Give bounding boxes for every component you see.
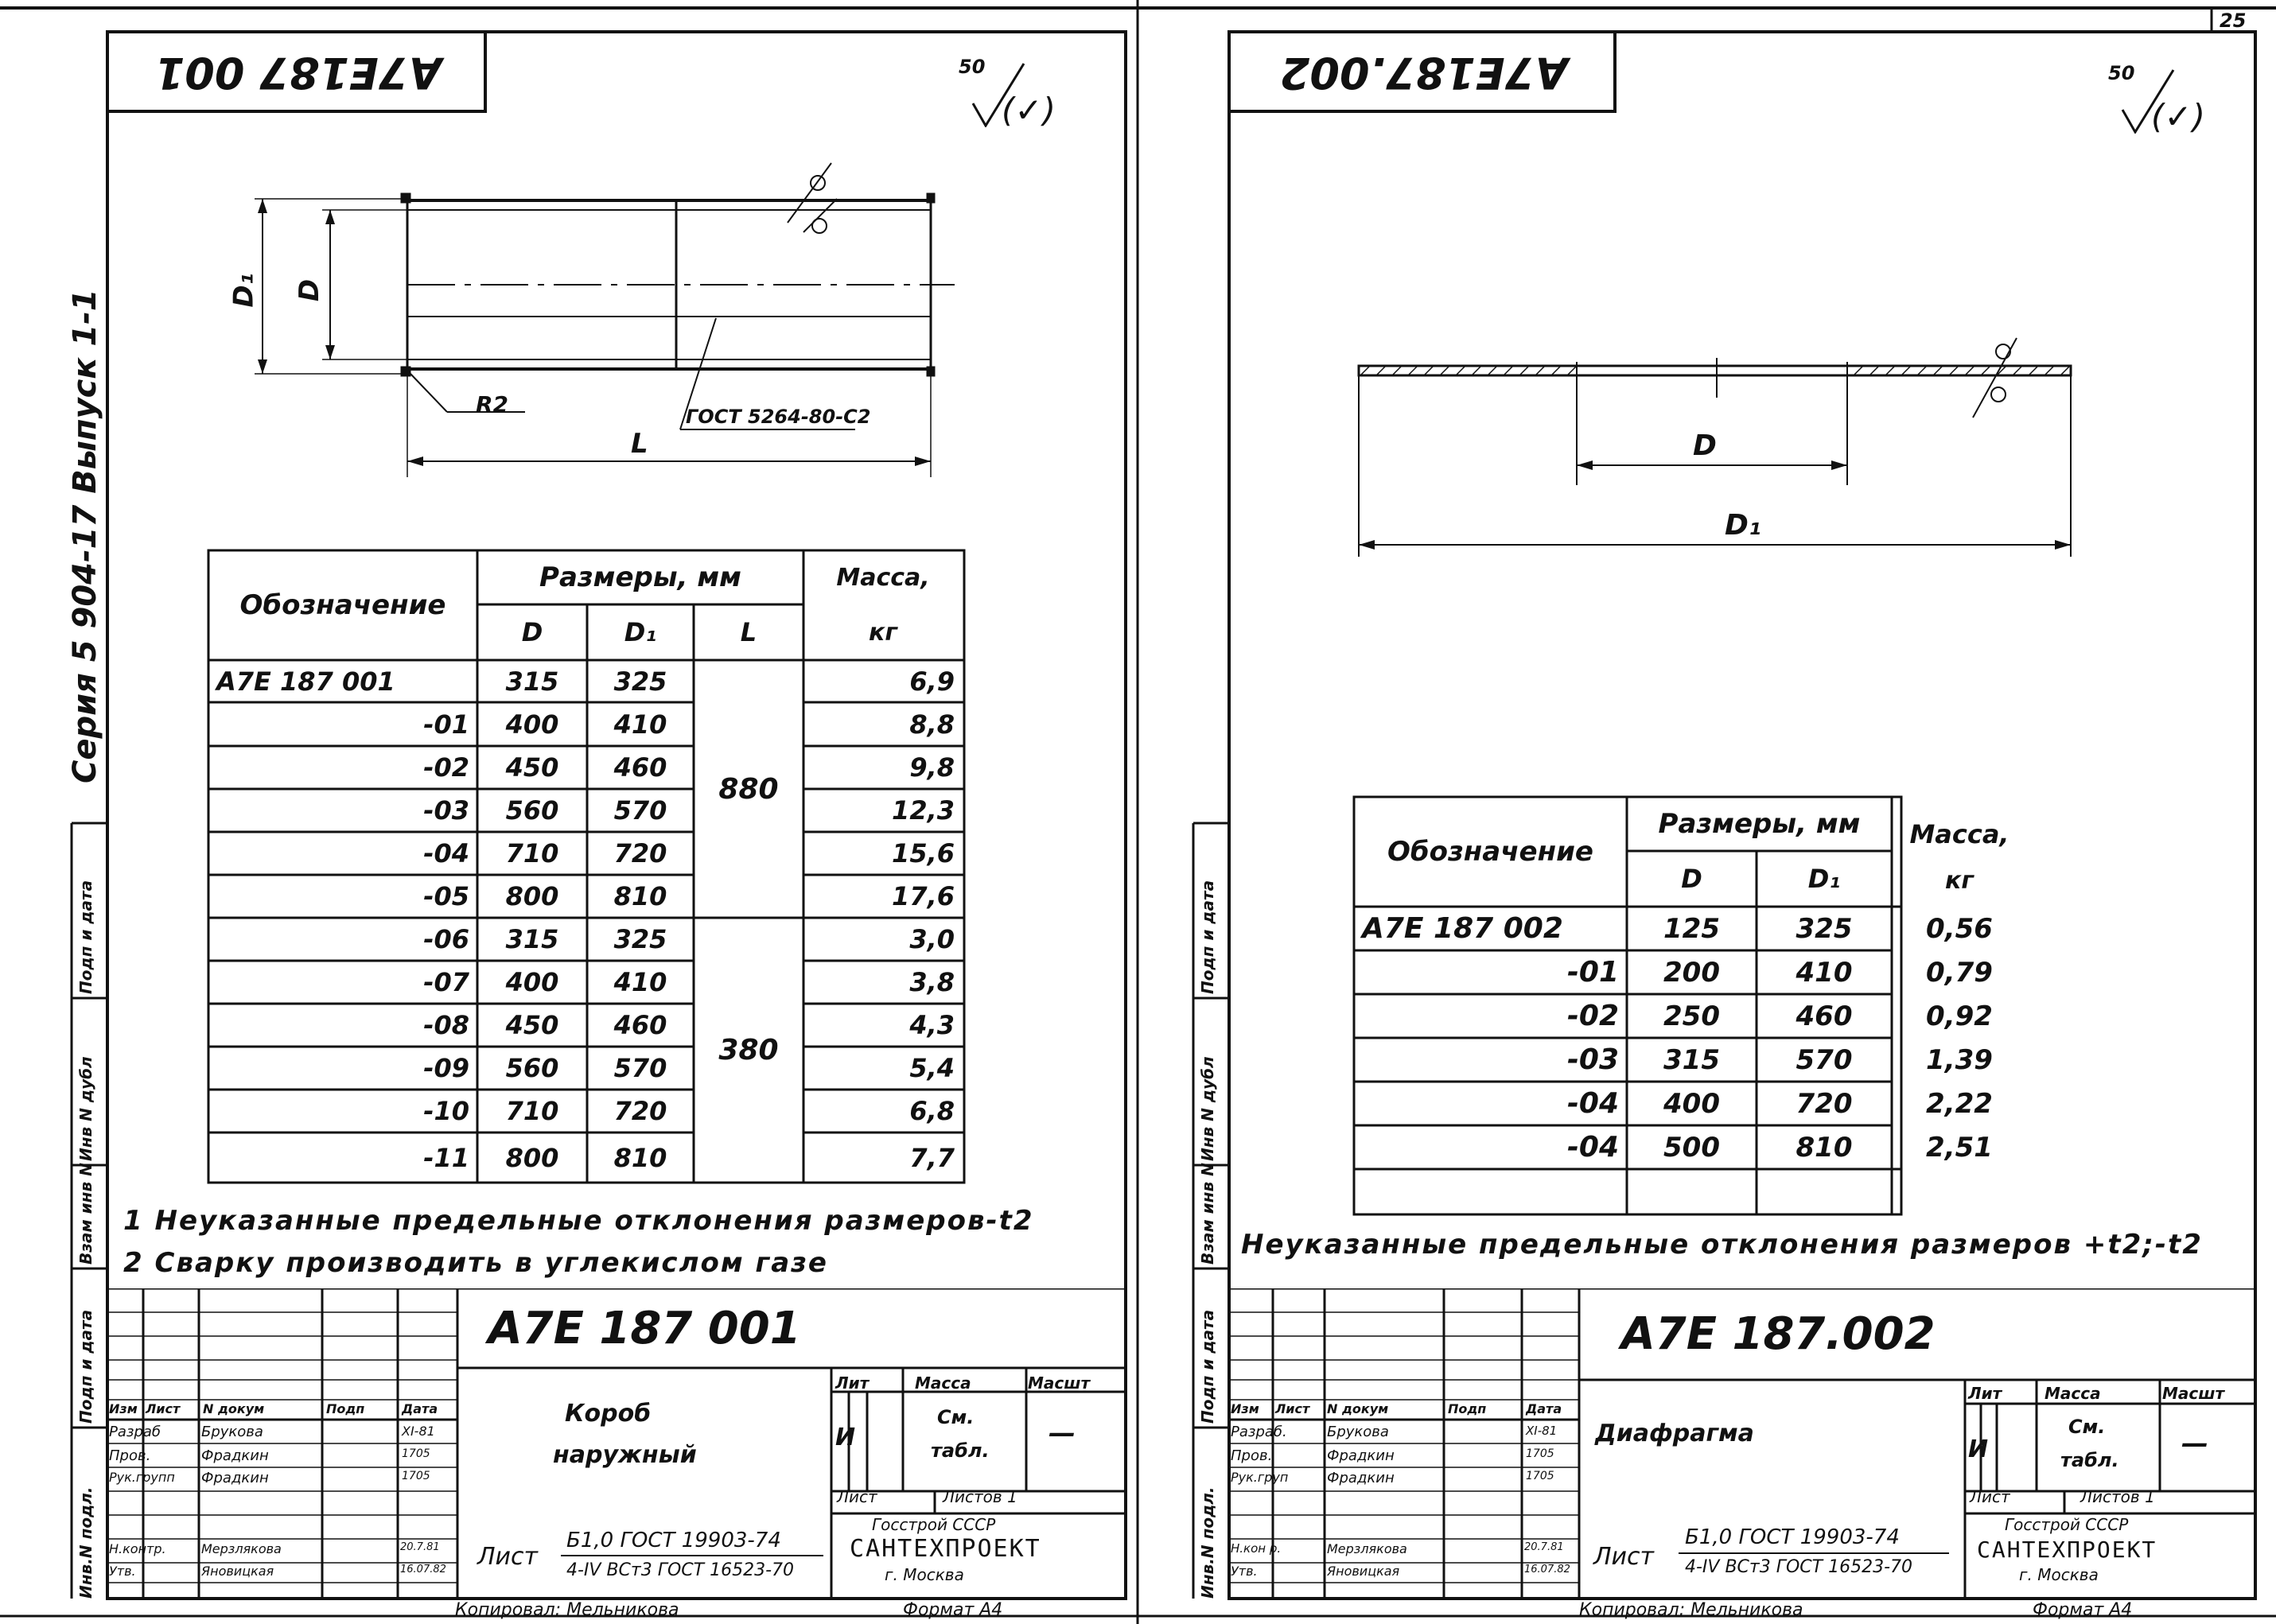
material-fraction-line xyxy=(561,1555,823,1556)
left-format: Формат А4 xyxy=(903,1600,1003,1620)
row-designation: -03 xyxy=(423,795,469,826)
row-D1: 810 xyxy=(1796,1131,1853,1164)
left-note-1: 1 Неуказанные предельные отклонения размеров-t2 xyxy=(123,1205,1034,1237)
role-date: 1705 xyxy=(402,1447,430,1460)
row-D: 500 xyxy=(1663,1131,1720,1164)
row-D: 400 xyxy=(505,967,559,997)
role-date: 16.07.82 xyxy=(1524,1564,1570,1575)
row-D: 710 xyxy=(505,838,559,868)
role-name: Мерзлякова xyxy=(201,1541,282,1556)
mass-label: Масса xyxy=(2045,1384,2101,1403)
label-R2: R2 xyxy=(476,391,509,418)
side-label-podp-data-2: Подп и дата xyxy=(76,880,95,994)
side-label-podp-data: Подп и дата xyxy=(1198,1309,1217,1424)
roughness-value: 50 xyxy=(2108,62,2135,84)
scale-label: Масшт xyxy=(1028,1373,1091,1393)
left-tube-drawing xyxy=(239,159,955,493)
role-name: Брукова xyxy=(201,1424,263,1440)
row-mass: 12,3 xyxy=(892,795,955,826)
org-2: САНТЕХПРОЕКТ xyxy=(1977,1537,2157,1563)
row-mass: 3,0 xyxy=(909,924,955,954)
row-D: 450 xyxy=(505,1010,559,1040)
side-label-vzam: Взам инв N xyxy=(1198,1163,1217,1265)
role-name: Фрадкин xyxy=(1327,1447,1395,1464)
row-D1: 720 xyxy=(613,838,667,868)
row-D: 400 xyxy=(505,709,559,740)
part-name-line1: Короб xyxy=(565,1400,652,1428)
roughness-mark-text: (✓) xyxy=(1002,91,1056,130)
label-D: D xyxy=(294,278,326,302)
hdr-ndok: N докум xyxy=(1327,1401,1389,1416)
material-top: Б1,0 ГОСТ 19903-74 xyxy=(566,1529,781,1552)
row-designation: -06 xyxy=(423,924,469,954)
role-label: Разраб xyxy=(109,1424,161,1440)
role-label: Рук.групп xyxy=(109,1470,175,1485)
row-mass: 2,22 xyxy=(1926,1087,1993,1120)
left-note-2: 2 Сварку производить в углекислом газе xyxy=(123,1247,828,1279)
header-mass: Масса, xyxy=(1909,819,2009,849)
role-label: Н.контр. xyxy=(109,1541,166,1556)
side-label-inv-dubl: Инв N дубл xyxy=(1198,1056,1217,1161)
row-mass: 0,56 xyxy=(1926,912,1993,945)
hdr-izm: Изм xyxy=(1231,1401,1259,1416)
mass-value-1: См. xyxy=(937,1406,975,1428)
header-col-D1: D₁ xyxy=(624,617,657,647)
row-D1: 325 xyxy=(1796,912,1853,945)
row-mass: 7,7 xyxy=(909,1142,955,1173)
role-date: XI-81 xyxy=(402,1424,435,1439)
row-designation: -02 xyxy=(1566,1000,1619,1032)
row-D: 800 xyxy=(505,881,559,911)
row-D: 560 xyxy=(505,1053,559,1083)
header-mass-unit: кг xyxy=(1944,867,1974,895)
row-designation: -04 xyxy=(1566,1131,1619,1164)
role-date: 1705 xyxy=(1526,1470,1554,1482)
right-flipped-code: A7E187.002 xyxy=(1279,48,1569,99)
hdr-podp: Подп xyxy=(326,1401,365,1416)
material-fraction-line xyxy=(1679,1552,1949,1554)
hdr-list: Лист xyxy=(146,1401,181,1416)
role-label: Разраб. xyxy=(1231,1424,1287,1440)
row-D1: 810 xyxy=(613,1142,667,1173)
row-D1: 570 xyxy=(613,795,667,826)
row-mass: 6,9 xyxy=(909,666,955,697)
part-name-line1: Диафрагма xyxy=(1595,1420,1754,1447)
header-mass: Масса, xyxy=(836,563,930,592)
scale-value: — xyxy=(2181,1428,2208,1459)
side-label-inv-podl: Инв.N подл. xyxy=(76,1486,95,1599)
role-name: Мерзлякова xyxy=(1327,1541,1407,1556)
row-designation: -01 xyxy=(423,709,469,740)
row-D1: 570 xyxy=(1796,1043,1853,1076)
row-designation: A7E 187 002 xyxy=(1362,912,1563,945)
hdr-list: Лист xyxy=(1275,1401,1310,1416)
role-label: Пров. xyxy=(1231,1447,1273,1464)
material-top: Б1,0 ГОСТ 19903-74 xyxy=(1685,1525,1900,1549)
row-designation: A7E 187 001 xyxy=(216,666,395,697)
label-L: L xyxy=(631,428,648,460)
role-date: 1705 xyxy=(402,1470,430,1482)
row-D: 315 xyxy=(505,924,559,954)
side-label-podp-data: Подп и дата xyxy=(76,1309,95,1424)
page-number: 25 xyxy=(2220,10,2247,32)
org-3: г. Москва xyxy=(2019,1565,2099,1584)
row-designation: -05 xyxy=(423,881,469,911)
material-prefix: Лист xyxy=(1593,1543,1655,1571)
row-designation: -07 xyxy=(423,967,469,997)
sheet-label: Лист xyxy=(1970,1487,2010,1506)
row-designation: -04 xyxy=(423,838,469,868)
row-D1: 410 xyxy=(613,967,667,997)
role-name: Яновицкая xyxy=(1327,1564,1400,1579)
row-designation: -01 xyxy=(1566,956,1619,989)
org-1: Госстрой СССР xyxy=(2005,1515,2129,1534)
row-mass: 9,8 xyxy=(909,752,955,783)
row-D: 450 xyxy=(505,752,559,783)
role-name: Фрадкин xyxy=(201,1447,269,1464)
material-bottom: 4-IV ВСт3 ГОСТ 16523-70 xyxy=(566,1560,795,1580)
title-block-code: A7E 187.002 xyxy=(1620,1308,1936,1360)
org-1: Госстрой СССР xyxy=(872,1515,996,1534)
roughness-value: 50 xyxy=(959,56,986,78)
row-D1: 810 xyxy=(613,881,667,911)
role-name: Фрадкин xyxy=(1327,1470,1395,1486)
header-col-D: D xyxy=(521,617,543,647)
hdr-ndok: N докум xyxy=(203,1401,265,1416)
header-dimensions: Размеры, мм xyxy=(1658,808,1861,840)
side-label-vzam: Взам инв N xyxy=(76,1163,95,1265)
part-name-line2: наружный xyxy=(553,1441,697,1469)
role-date: 16.07.82 xyxy=(400,1564,446,1575)
role-name: Брукова xyxy=(1327,1424,1389,1440)
header-designation: Обозначение xyxy=(239,589,446,621)
mass-value-1: См. xyxy=(2068,1416,2106,1438)
side-label-inv-podl: Инв.N подл. xyxy=(1198,1486,1217,1599)
mass-value-2: табл. xyxy=(931,1439,990,1462)
row-D1: 570 xyxy=(613,1053,667,1083)
row-D: 800 xyxy=(505,1142,559,1173)
right-note-1: Неуказанные предельные отклонения размеров +t2;-t2 xyxy=(1241,1229,2203,1261)
roughness-mark-text: (✓) xyxy=(2151,97,2205,136)
header-dimensions: Размеры, мм xyxy=(539,561,741,593)
row-D1: 410 xyxy=(613,709,667,740)
row-mass: 17,6 xyxy=(892,881,955,911)
scale-value: — xyxy=(1049,1417,1076,1449)
row-D1: 325 xyxy=(613,924,667,954)
left-flipped-code: A7E187 001 xyxy=(154,48,442,99)
row-D: 400 xyxy=(1663,1087,1720,1120)
row-designation: -10 xyxy=(423,1096,469,1126)
lit-value: И xyxy=(835,1424,856,1451)
series-label: Серия 5 904-17 Выпуск 1-1 xyxy=(67,289,103,783)
row-mass: 2,51 xyxy=(1926,1131,1993,1164)
row-mass: 6,8 xyxy=(909,1096,955,1126)
role-name: Фрадкин xyxy=(201,1470,269,1486)
material-prefix: Лист xyxy=(477,1543,539,1571)
row-mass: 1,39 xyxy=(1926,1043,1993,1076)
row-D: 710 xyxy=(505,1096,559,1126)
row-D1: 460 xyxy=(1796,1000,1853,1032)
hdr-izm: Изм xyxy=(109,1401,138,1416)
row-D1: 720 xyxy=(1796,1087,1853,1120)
label-gost-weld: ГОСТ 5264-80-С2 xyxy=(686,406,871,428)
row-mass: 0,79 xyxy=(1926,956,1993,989)
row-mass: 3,8 xyxy=(909,967,955,997)
hdr-podp: Подп xyxy=(1448,1401,1487,1416)
header-col-L: L xyxy=(740,617,757,647)
row-D: 250 xyxy=(1663,1000,1720,1032)
role-date: 1705 xyxy=(1526,1447,1554,1460)
title-block-code: A7E 187 001 xyxy=(488,1303,801,1354)
mass-value-2: табл. xyxy=(2060,1449,2119,1471)
label-D1: D₁ xyxy=(228,273,260,308)
header-designation: Обозначение xyxy=(1387,836,1593,868)
row-D: 125 xyxy=(1663,912,1720,945)
left-copied-by: Копировал: Мельникова xyxy=(455,1600,679,1620)
row-mass: 0,92 xyxy=(1926,1000,1993,1032)
row-D1: 460 xyxy=(613,752,667,783)
lit-value: И xyxy=(1968,1436,1989,1463)
role-label: Рук.груп xyxy=(1231,1470,1289,1485)
scale-label: Масшт xyxy=(2162,1384,2225,1403)
row-designation: -02 xyxy=(423,752,469,783)
role-date: 20.7.81 xyxy=(1524,1541,1564,1553)
row-designation: -11 xyxy=(423,1142,469,1173)
sheet-label: Лист xyxy=(837,1487,877,1506)
label-D1: D₁ xyxy=(1725,509,1761,542)
sheets-label: Листов 1 xyxy=(2080,1487,2155,1506)
header-col-D1: D₁ xyxy=(1807,864,1841,894)
row-mass: 4,3 xyxy=(909,1010,955,1040)
row-designation: -04 xyxy=(1566,1087,1619,1120)
row-mass: 5,4 xyxy=(909,1053,955,1083)
role-label: Н.кон р. xyxy=(1231,1541,1282,1556)
lit-label: Лит xyxy=(835,1373,870,1393)
row-D1: 325 xyxy=(613,666,667,697)
row-mass: 15,6 xyxy=(892,838,955,868)
row-D1: 720 xyxy=(613,1096,667,1126)
role-name: Яновицкая xyxy=(201,1564,274,1579)
lit-label: Лит xyxy=(1968,1384,2002,1403)
right-format: Формат А4 xyxy=(2033,1600,2133,1620)
role-label: Утв. xyxy=(1231,1564,1258,1579)
role-date: 20.7.81 xyxy=(400,1541,440,1553)
row-D: 315 xyxy=(505,666,559,697)
row-D1: 460 xyxy=(613,1010,667,1040)
right-diaphragm-drawing xyxy=(1352,318,2084,573)
right-copied-by: Копировал: Мельникова xyxy=(1579,1600,1803,1620)
role-label: Пров. xyxy=(109,1447,151,1464)
side-label-podp-data-2: Подп и дата xyxy=(1198,880,1217,994)
row-designation: -08 xyxy=(423,1010,469,1040)
org-3: г. Москва xyxy=(885,1565,964,1584)
label-D: D xyxy=(1693,429,1717,462)
role-label: Утв. xyxy=(109,1564,136,1579)
row-D: 315 xyxy=(1663,1043,1720,1076)
hdr-data: Дата xyxy=(402,1401,438,1416)
row-D: 200 xyxy=(1663,956,1720,989)
row-designation: -09 xyxy=(423,1053,469,1083)
role-date: XI-81 xyxy=(1526,1424,1558,1438)
L-group-1: 880 xyxy=(718,772,779,806)
side-label-inv-dubl: Инв N дубл xyxy=(76,1056,95,1161)
row-mass: 8,8 xyxy=(909,709,955,740)
header-col-D: D xyxy=(1681,864,1702,894)
org-2: САНТЕХПРОЕКТ xyxy=(850,1535,1041,1563)
row-D1: 410 xyxy=(1796,956,1853,989)
row-designation: -03 xyxy=(1566,1043,1619,1076)
L-group-2: 380 xyxy=(718,1034,779,1066)
material-bottom: 4-IV ВСт3 ГОСТ 16523-70 xyxy=(1685,1557,1913,1577)
hdr-data: Дата xyxy=(1526,1401,1562,1416)
sheets-label: Листов 1 xyxy=(943,1487,1017,1506)
mass-label: Масса xyxy=(915,1373,971,1393)
header-mass-unit: кг xyxy=(868,618,898,647)
row-D: 560 xyxy=(505,795,559,826)
